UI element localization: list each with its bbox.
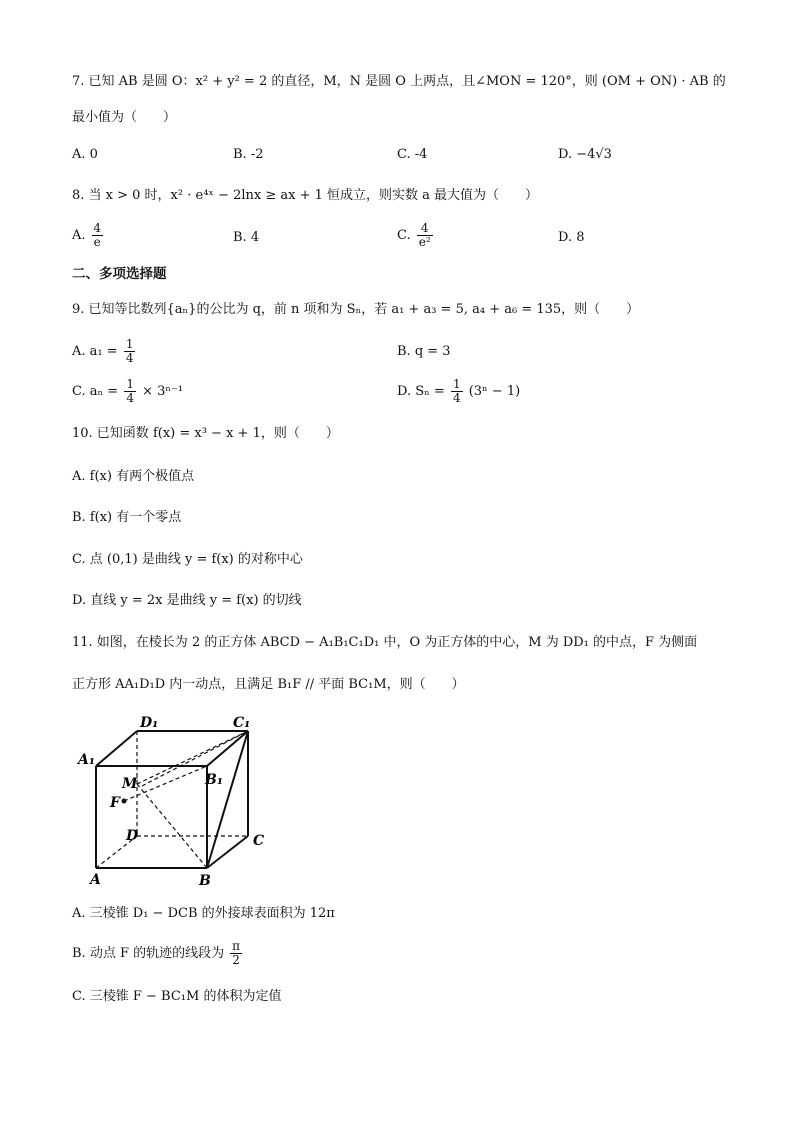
q9-stem: 9. 已知等比数列{aₙ}的公比为 q，前 n 项和为 Sₙ，若 a₁ + a₃ = 5, a₄ + a₆ = 135，则（ ） (72, 302, 640, 317)
label-a: A (90, 872, 101, 888)
q7-option-b: B. -2 (233, 147, 264, 162)
fraction-denominator: 4 (125, 351, 134, 365)
q9-option-d-pre: Sₙ = (415, 384, 445, 399)
fraction-denominator: e (93, 235, 101, 249)
q9-option-a (72, 338, 137, 365)
label-d: D (126, 828, 139, 844)
q7-stem-line2: 最小值为（ ） (72, 110, 177, 125)
fraction-denominator: 2 (232, 953, 240, 967)
q9-option-d-fraction (451, 378, 463, 405)
edge-b-c (207, 836, 248, 868)
q7-stem-line1: 7. 已知 AB 是圆 O：x² + y² = 2 的直径，M，N 是圆 O 上两点，且∠MON = 120°，则 (OM + ON) · AB 的 (72, 74, 726, 89)
label-d1: D₁ (140, 715, 159, 731)
label-a1: A₁ (78, 752, 95, 768)
q8-option-d: D. 8 (558, 230, 585, 245)
label-c1: C₁ (233, 715, 251, 731)
fraction-numerator: 4 (93, 221, 102, 235)
q9-option-a-label: A. (72, 344, 86, 359)
label-c: C (253, 833, 265, 849)
q11-option-b-text: B. 动点 F 的轨迹的线段为 (72, 946, 225, 961)
q9-option-c-pre: aₙ = (89, 384, 119, 399)
q7-option-a: A. 0 (72, 147, 98, 162)
q11-option-a: A. 三棱锥 D₁ − DCB 的外接球表面积为 12π (72, 906, 335, 921)
fraction-denominator: 4 (126, 391, 134, 405)
q8-stem: 8. 当 x > 0 时，x² · e⁴ˣ − 2lnx ≥ ax + 1 恒成立，则实数 a 最大值为（ ） (72, 188, 539, 203)
fraction-numerator: 1 (125, 337, 134, 351)
q10-option-d: D. 直线 y = 2x 是曲线 y = f(x) 的切线 (72, 593, 302, 608)
q8-option-a-fraction (92, 222, 103, 249)
q11-option-b-fraction (230, 940, 242, 967)
q8-option-c (397, 222, 435, 249)
cube-figure (74, 708, 274, 892)
label-b: B (199, 873, 211, 889)
q9-option-c-label: C. (72, 384, 86, 399)
q7-option-d: D. −4√3 (558, 147, 612, 162)
q9-option-c (72, 378, 183, 405)
point-f (122, 799, 127, 804)
q8-option-a (72, 222, 105, 249)
label-m: M (122, 776, 138, 792)
q11-option-c: C. 三棱锥 F − BC₁M 的体积为定值 (72, 989, 282, 1004)
q8-option-a-label: A. (72, 228, 86, 243)
q10-option-c: C. 点 (0,1) 是曲线 y = f(x) 的对称中心 (72, 552, 303, 567)
q11-stem-line1: 11. 如图，在棱长为 2 的正方体 ABCD − A₁B₁C₁D₁ 中，O 为正方体的中心，M 为 DD₁ 的中点，F 为侧面 (72, 635, 698, 650)
q9-option-d-label: D. (397, 384, 412, 399)
fraction-denominator: 4 (452, 391, 461, 405)
q9-option-c-post: × 3ⁿ⁻¹ (142, 384, 184, 399)
q9-option-a-fraction (124, 338, 136, 365)
q9-option-a-pre: a₁ = (89, 344, 118, 359)
segment-b-c1 (207, 731, 248, 868)
q9-option-b: B. q = 3 (397, 344, 451, 359)
q9-option-d (397, 378, 520, 405)
q11-option-b (72, 940, 244, 967)
q10-option-a: A. f(x) 有两个极值点 (72, 469, 195, 484)
fraction-numerator: 4 (420, 221, 429, 235)
section-heading-multiple-choice: 二、多项选择题 (72, 266, 167, 282)
q8-option-c-label: C. (397, 228, 411, 243)
edge-a1-d1 (96, 731, 137, 766)
segment-m-c1-alt (142, 731, 248, 786)
q10-option-b: B. f(x) 有一个零点 (72, 510, 182, 525)
q8-option-b: B. 4 (233, 230, 260, 245)
label-b1: B₁ (205, 772, 223, 788)
fraction-numerator: π (232, 939, 241, 953)
fraction-numerator: 1 (452, 377, 461, 391)
q9-option-d-post: (3ⁿ − 1) (468, 384, 521, 399)
q9-option-c-fraction (124, 378, 136, 405)
fraction-denominator: e² (418, 235, 431, 249)
q10-stem: 10. 已知函数 f(x) = x³ − x + 1，则（ ） (72, 426, 339, 441)
q11-stem-line2: 正方形 AA₁D₁D 内一动点，且满足 B₁F // 平面 BC₁M，则（ ） (72, 677, 465, 692)
label-f: F (110, 795, 120, 811)
segment-m-c1 (137, 731, 248, 784)
q7-option-c: C. -4 (397, 147, 428, 162)
q8-option-c-fraction (417, 222, 433, 249)
segment-m-b (137, 784, 207, 868)
fraction-numerator: 1 (126, 377, 134, 391)
